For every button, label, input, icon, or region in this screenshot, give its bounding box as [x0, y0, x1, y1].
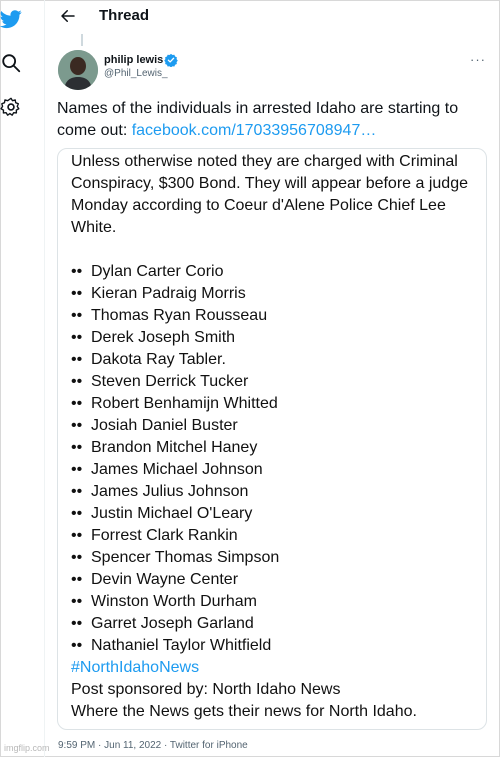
person-name: Steven Derrick Tucker [91, 373, 249, 390]
bullet-icon: •• [71, 549, 83, 566]
person-name: Brandon Mitchel Haney [91, 439, 258, 456]
arrested-names-list [71, 261, 279, 657]
attached-post-image[interactable] [57, 148, 487, 730]
bullet-icon: •• [71, 373, 83, 390]
list-item [71, 613, 279, 635]
bullet-icon: •• [71, 439, 83, 456]
gear-icon[interactable] [0, 96, 22, 118]
bullet-icon: •• [71, 593, 83, 610]
list-item [71, 283, 279, 305]
bullet-icon: •• [71, 461, 83, 478]
bullet-icon: •• [71, 505, 83, 522]
tweet-link[interactable]: facebook.com/17033956708947… [131, 122, 377, 139]
list-item [71, 481, 279, 503]
person-name: Devin Wayne Center [91, 571, 239, 588]
more-options-icon[interactable]: ··· [470, 52, 486, 67]
person-name: Forrest Clark Rankin [91, 527, 238, 544]
tagline: Where the News gets their news for North Idaho. [71, 703, 417, 720]
list-item [71, 547, 279, 569]
person-name: Spencer Thomas Simpson [91, 549, 280, 566]
bullet-icon: •• [71, 329, 83, 346]
person-name: Justin Michael O'Leary [91, 505, 253, 522]
tweet-body: Names of the individuals in arrested Idaho are starting to come out: [57, 100, 459, 139]
author-handle[interactable]: @Phil_Lewis_ [104, 68, 168, 79]
bullet-icon: •• [71, 417, 83, 434]
list-item [71, 305, 279, 327]
hashtag: #NorthIdahoNews [71, 659, 200, 676]
thread-header [45, 0, 499, 34]
bullet-icon: •• [71, 483, 83, 500]
list-item [71, 371, 279, 393]
post-intro: Unless otherwise noted they are charged with Criminal Conspiracy, $300 Bond. They will appear before a judge Monday according to Coeur d'Alene Police Chief Lee White. [71, 153, 468, 236]
list-item [71, 415, 279, 437]
person-name: Dylan Carter Corio [91, 263, 224, 280]
bullet-icon: •• [71, 527, 83, 544]
back-arrow-icon[interactable] [59, 7, 77, 25]
avatar[interactable] [58, 50, 98, 90]
list-item [71, 503, 279, 525]
rail-divider [44, 0, 45, 757]
tweet-timestamp[interactable]: 9:59 PM · Jun 11, 2022 · Twitter for iPhone [58, 740, 248, 751]
nav-rail [0, 0, 44, 757]
bullet-icon: •• [71, 395, 83, 412]
list-item [71, 327, 279, 349]
author-name[interactable]: philip lewis [104, 54, 164, 66]
bullet-icon: •• [71, 285, 83, 302]
bullet-icon: •• [71, 263, 83, 280]
person-name: Dakota Ray Tabler. [91, 351, 226, 368]
list-item [71, 459, 279, 481]
watermark: imgflip.com [4, 743, 50, 753]
search-icon[interactable] [0, 52, 22, 74]
person-name: James Julius Johnson [91, 483, 249, 500]
list-item [71, 591, 279, 613]
thread-connector-line [81, 34, 83, 46]
sponsor-line: Post sponsored by: North Idaho News [71, 681, 341, 698]
bullet-icon: •• [71, 637, 83, 654]
list-item [71, 635, 279, 657]
person-name: Kieran Padraig Morris [91, 285, 246, 302]
list-item [71, 569, 279, 591]
person-name: James Michael Johnson [91, 461, 263, 478]
list-item [71, 349, 279, 371]
list-item [71, 437, 279, 459]
person-name: Winston Worth Durham [91, 593, 257, 610]
bullet-icon: •• [71, 351, 83, 368]
list-item [71, 525, 279, 547]
verified-badge-icon [164, 53, 178, 67]
person-name: Nathaniel Taylor Whitfield [91, 637, 272, 654]
person-name: Thomas Ryan Rousseau [91, 307, 268, 324]
list-item [71, 261, 279, 283]
person-name: Garret Joseph Garland [91, 615, 254, 632]
person-name: Derek Joseph Smith [91, 329, 236, 346]
bullet-icon: •• [71, 571, 83, 588]
person-name: Robert Benhamijn Whitted [91, 395, 278, 412]
person-name: Josiah Daniel Buster [91, 417, 238, 434]
list-item [71, 393, 279, 415]
page-title: Thread [99, 7, 150, 24]
tweet-text [57, 98, 489, 142]
twitter-bird-icon[interactable] [0, 8, 22, 30]
bullet-icon: •• [71, 615, 83, 632]
bullet-icon: •• [71, 307, 83, 324]
